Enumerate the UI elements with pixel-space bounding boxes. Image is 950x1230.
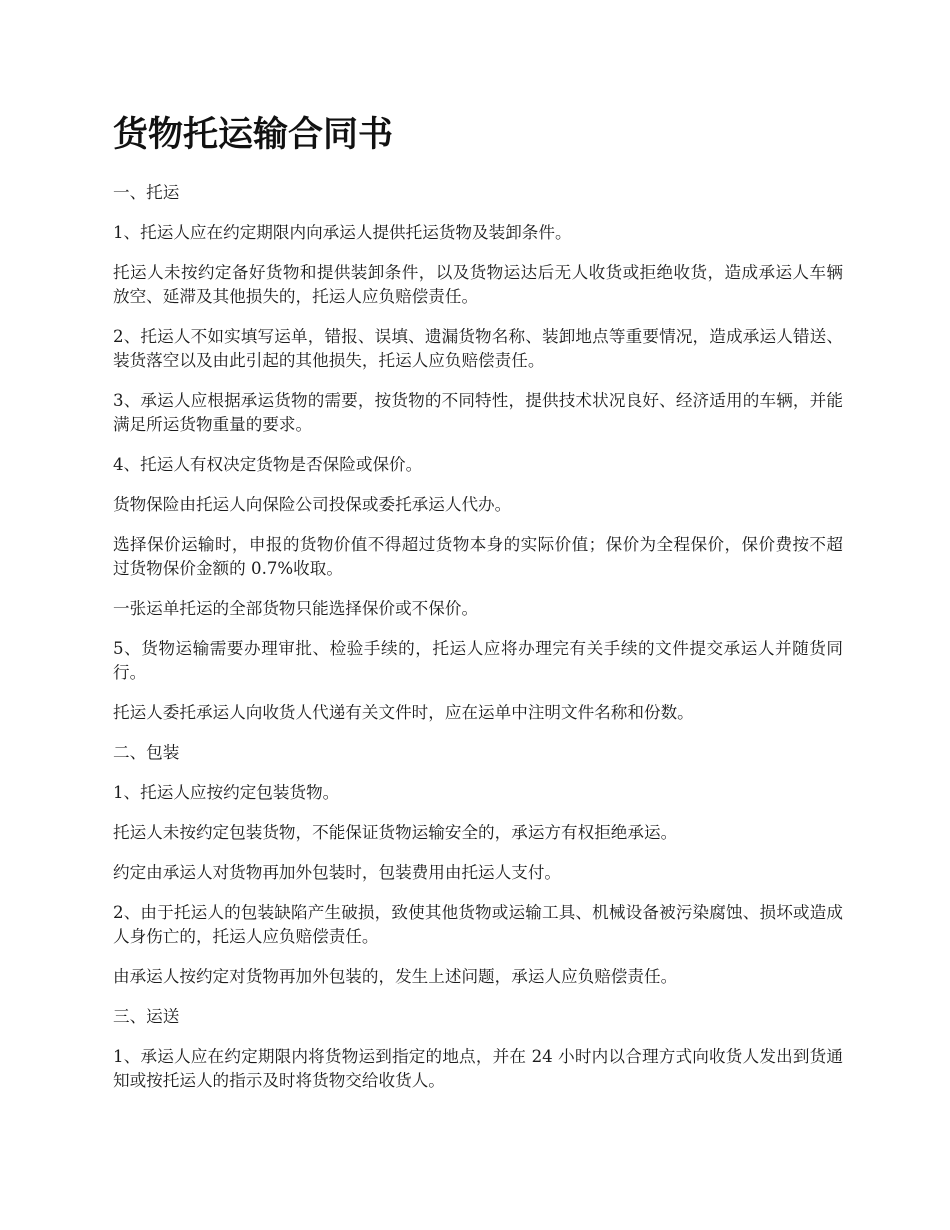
paragraph: 2、托运人不如实填写运单，错报、误填、遗漏货物名称、装卸地点等重要情况，造成承运人错送、装货落空以及由此引起的其他损失，托运人应负赔偿责任。 <box>113 327 843 370</box>
paragraph: 由承运人按约定对货物再加外包装的，发生上述问题，承运人应负赔偿责任。 <box>113 967 678 986</box>
section-heading: 一、托运 <box>113 183 180 202</box>
paragraph: 选择保价运输时，申报的货物价值不得超过货物本身的实际价值；保价为全程保价，保价费按不超过货物保价金额的 0.7%收取。 <box>113 535 843 578</box>
paragraph: 2、由于托运人的包装缺陷产生破损，致使其他货物或运输工具、机械设备被污染腐蚀、损坏或造成人身伤亡的，托运人应负赔偿责任。 <box>113 903 843 946</box>
paragraph: 货物保险由托运人向保险公司投保或委托承运人代办。 <box>113 495 512 514</box>
document-page <box>113 112 843 1109</box>
section-heading: 二、包装 <box>113 743 180 762</box>
document-title: 货物托运输合同书 <box>113 114 394 155</box>
paragraph: 托运人未按约定包装货物，不能保证货物运输安全的，承运方有权拒绝承运。 <box>113 823 678 842</box>
paragraph: 一张运单托运的全部货物只能选择保价或不保价。 <box>113 599 479 618</box>
paragraph: 托运人委托承运人向收货人代递有关文件时，应在运单中注明文件名称和份数。 <box>113 703 694 722</box>
paragraph: 约定由承运人对货物再加外包装时，包装费用由托运人支付。 <box>113 863 562 882</box>
section-heading: 三、运送 <box>113 1007 180 1026</box>
paragraph: 托运人未按约定备好货物和提供装卸条件，以及货物运达后无人收货或拒绝收货，造成承运人车辆放空、延滞及其他损失的，托运人应负赔偿责任。 <box>113 263 843 306</box>
paragraph: 5、货物运输需要办理审批、检验手续的，托运人应将办理完有关手续的文件提交承运人并随货同行。 <box>113 639 843 682</box>
paragraph: 1、承运人应在约定期限内将货物运到指定的地点，并在 24 小时内以合理方式向收货人发出到货通知或按托运人的指示及时将货物交给收货人。 <box>113 1047 843 1090</box>
paragraph: 1、托运人应按约定包装货物。 <box>113 783 340 802</box>
paragraph: 4、托运人有权决定货物是否保险或保价。 <box>113 455 423 474</box>
paragraph: 3、承运人应根据承运货物的需要，按货物的不同特性，提供技术状况良好、经济适用的车辆，并能满足所运货物重量的要求。 <box>113 391 843 434</box>
paragraph: 1、托运人应在约定期限内向承运人提供托运货物及装卸条件。 <box>113 223 572 242</box>
